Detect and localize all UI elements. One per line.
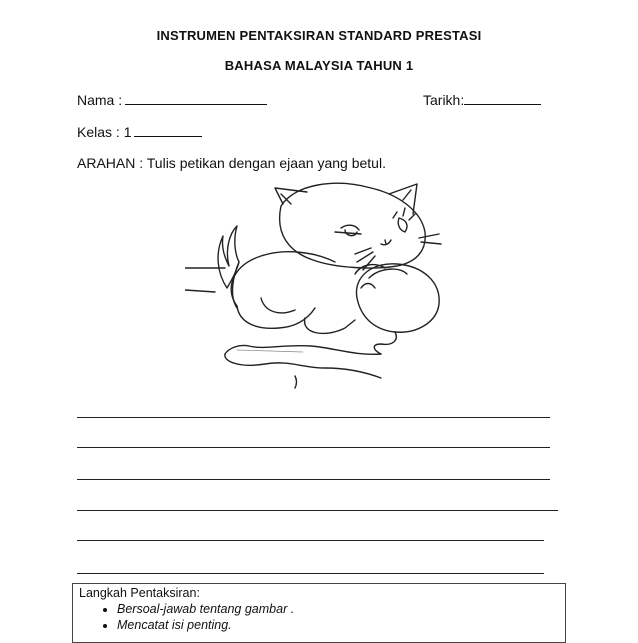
assessment-step: • Mencatat isi penting. xyxy=(117,617,559,633)
writing-line[interactable] xyxy=(77,417,550,418)
worksheet-title: INSTRUMEN PENTAKSIRAN STANDARD PRESTASI xyxy=(156,28,482,43)
name-field xyxy=(77,92,267,108)
date-field xyxy=(423,92,541,108)
assessment-box xyxy=(72,583,566,643)
instruction-text: ARAHAN : Tulis petikan dengan ejaan yang betul. xyxy=(77,155,386,171)
date-label: Tarikh: xyxy=(423,92,465,108)
class-label: Kelas : 1 xyxy=(77,124,132,140)
assessment-step: • Bersoal-jawab tentang gambar . xyxy=(117,601,559,617)
name-blank[interactable] xyxy=(125,92,267,105)
date-blank[interactable] xyxy=(464,92,541,105)
writing-line[interactable] xyxy=(77,510,558,511)
assessment-heading: Langkah Pentaksiran: xyxy=(79,586,200,600)
class-blank[interactable] xyxy=(134,124,202,137)
kitten-playing-with-ball-icon xyxy=(185,178,455,393)
name-label: Nama : xyxy=(77,92,123,108)
writing-line[interactable] xyxy=(77,447,550,448)
writing-line[interactable] xyxy=(77,573,544,574)
writing-line[interactable] xyxy=(77,479,550,480)
writing-line[interactable] xyxy=(77,540,544,541)
assessment-steps xyxy=(79,601,559,633)
class-field xyxy=(77,124,202,140)
worksheet-subtitle: BAHASA MALAYSIA TAHUN 1 xyxy=(224,58,414,73)
